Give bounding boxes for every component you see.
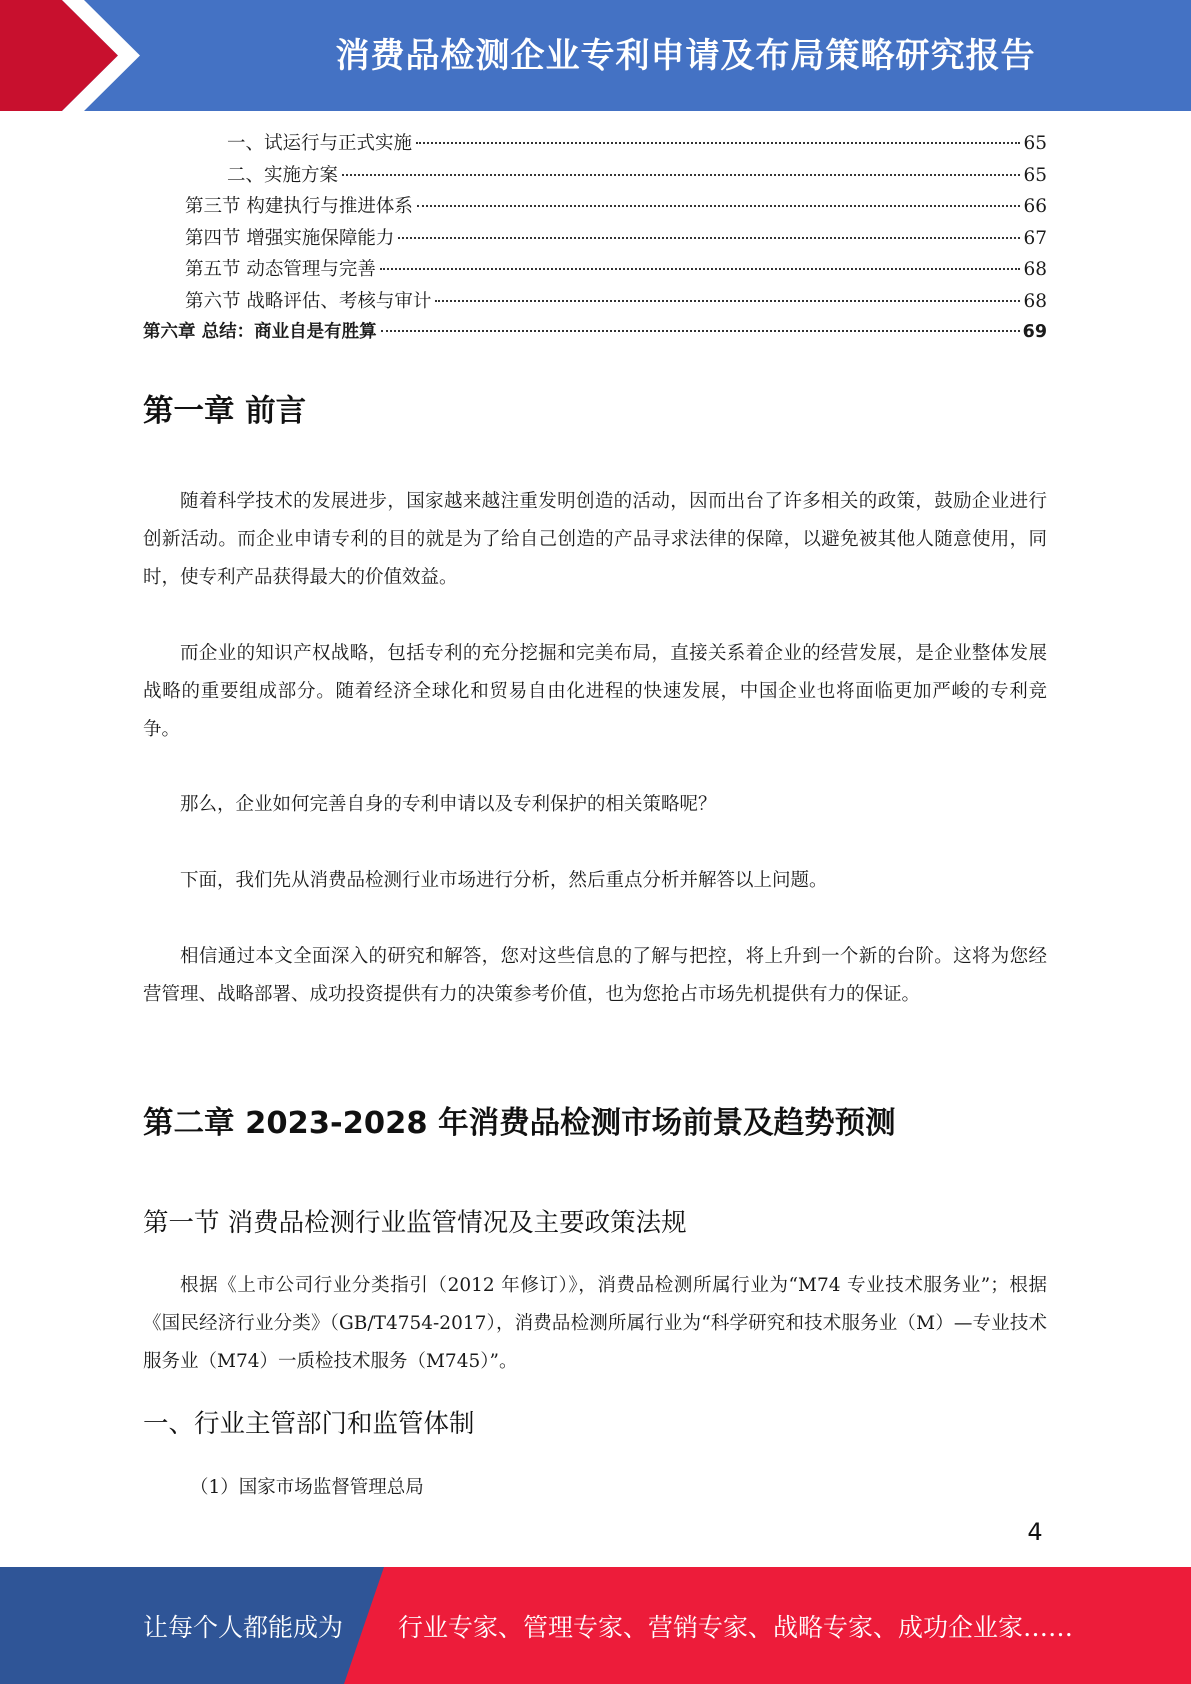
toc-entry-page: 69	[1022, 322, 1047, 342]
toc-entry-label: 二、实施方案	[227, 164, 339, 186]
toc-leader-dots	[398, 237, 1020, 239]
toc-entry[interactable]	[143, 128, 1047, 160]
toc-entry-page: 67	[1023, 227, 1047, 249]
subsection-heading: 一、行业主管部门和监管体制	[143, 1409, 475, 1439]
section-heading: 第一节 消费品检测行业监管情况及主要政策法规	[143, 1208, 687, 1238]
paragraph: 根据《上市公司行业分类指引（2012 年修订）》，消费品检测所属行业为“M74 专业技术服务业”；根据《国民经济行业分类》（GB/T4754-2017），消费品检测所属行业为“科学研究和技术服务业（M）—专业技术服务业（M74）一质检技术服务（M745）”。	[143, 1275, 1047, 1372]
toc-entry[interactable]	[143, 286, 1047, 318]
toc-entry-label: 第五节 动态管理与完善	[185, 259, 376, 280]
toc-entry-label: 第六章 总结：商业自是有胜算	[143, 322, 377, 342]
toc-entry-page: 68	[1023, 259, 1047, 280]
toc-leader-dots	[381, 330, 1020, 332]
toc-entry-chapter[interactable]	[143, 317, 1047, 349]
footer-slogan-left: 让每个人都能成为	[143, 1612, 344, 1642]
toc-entry-page: 68	[1023, 290, 1047, 312]
list-item: （1）国家市场监督管理总局	[190, 1477, 424, 1498]
toc-leader-dots	[380, 268, 1021, 270]
toc-leader-dots	[417, 205, 1021, 207]
table-of-contents	[143, 128, 1047, 349]
toc-entry[interactable]	[143, 191, 1047, 223]
paragraph: 而企业的知识产权战略，包括专利的充分挖掘和完美布局，直接关系着企业的经营发展，是企业整体发展战略的重要组成部分。随着经济全球化和贸易自由化进程的快速发展，中国企业也将面临更加严峻的专利竞争。	[143, 643, 1047, 740]
toc-leader-dots	[435, 300, 1020, 302]
toc-entry-label: 第三节 构建执行与推进体系	[185, 196, 413, 217]
chapter-heading: 第一章 前言	[143, 394, 307, 429]
toc-entry[interactable]	[143, 223, 1047, 255]
toc-leader-dots	[416, 142, 1020, 144]
chapter-heading: 第二章 2023-2028 年消费品检测市场前景及趋势预测	[143, 1106, 896, 1141]
paragraph: 随着科学技术的发展进步，国家越来越注重发明创造的活动，因而出台了许多相关的政策，鼓励企业进行创新活动。而企业申请专利的目的就是为了给自己创造的产品寻求法律的保障，以避免被其他人随意使用，同时，使专利产品获得最大的价值效益。	[143, 491, 1047, 588]
paragraph: 那么，企业如何完善自身的专利申请以及专利保护的相关策略呢？	[180, 794, 717, 815]
toc-entry-label: 一、试运行与正式实施	[227, 133, 413, 154]
page-footer	[0, 1567, 1191, 1684]
toc-entry[interactable]	[143, 160, 1047, 192]
footer-slogan-right: 行业专家、管理专家、营销专家、战略专家、成功企业家……	[398, 1612, 1074, 1642]
paragraph: 下面，我们先从消费品检测行业市场进行分析，然后重点分析并解答以上问题。	[180, 870, 828, 891]
report-title: 消费品检测企业专利申请及布局策略研究报告	[335, 35, 1036, 76]
toc-entry[interactable]	[143, 254, 1047, 286]
toc-entry-label: 第六节 战略评估、考核与审计	[185, 290, 432, 312]
toc-entry-page: 66	[1023, 196, 1047, 217]
toc-entry-page: 65	[1023, 164, 1047, 186]
toc-entry-label: 第四节 增强实施保障能力	[185, 227, 395, 249]
paragraph: 相信通过本文全面深入的研究和解答，您对这些信息的了解与把控，将上升到一个新的台阶。这将为您经营管理、战略部署、成功投资提供有力的决策参考价值，也为您抢占市场先机提供有力的保证。	[143, 946, 1047, 1005]
page-header	[0, 0, 1191, 111]
red-arrow-logo-icon	[0, 0, 150, 111]
page-number: 4	[1027, 1518, 1043, 1546]
toc-leader-dots	[342, 174, 1020, 176]
toc-entry-page: 65	[1023, 133, 1047, 154]
